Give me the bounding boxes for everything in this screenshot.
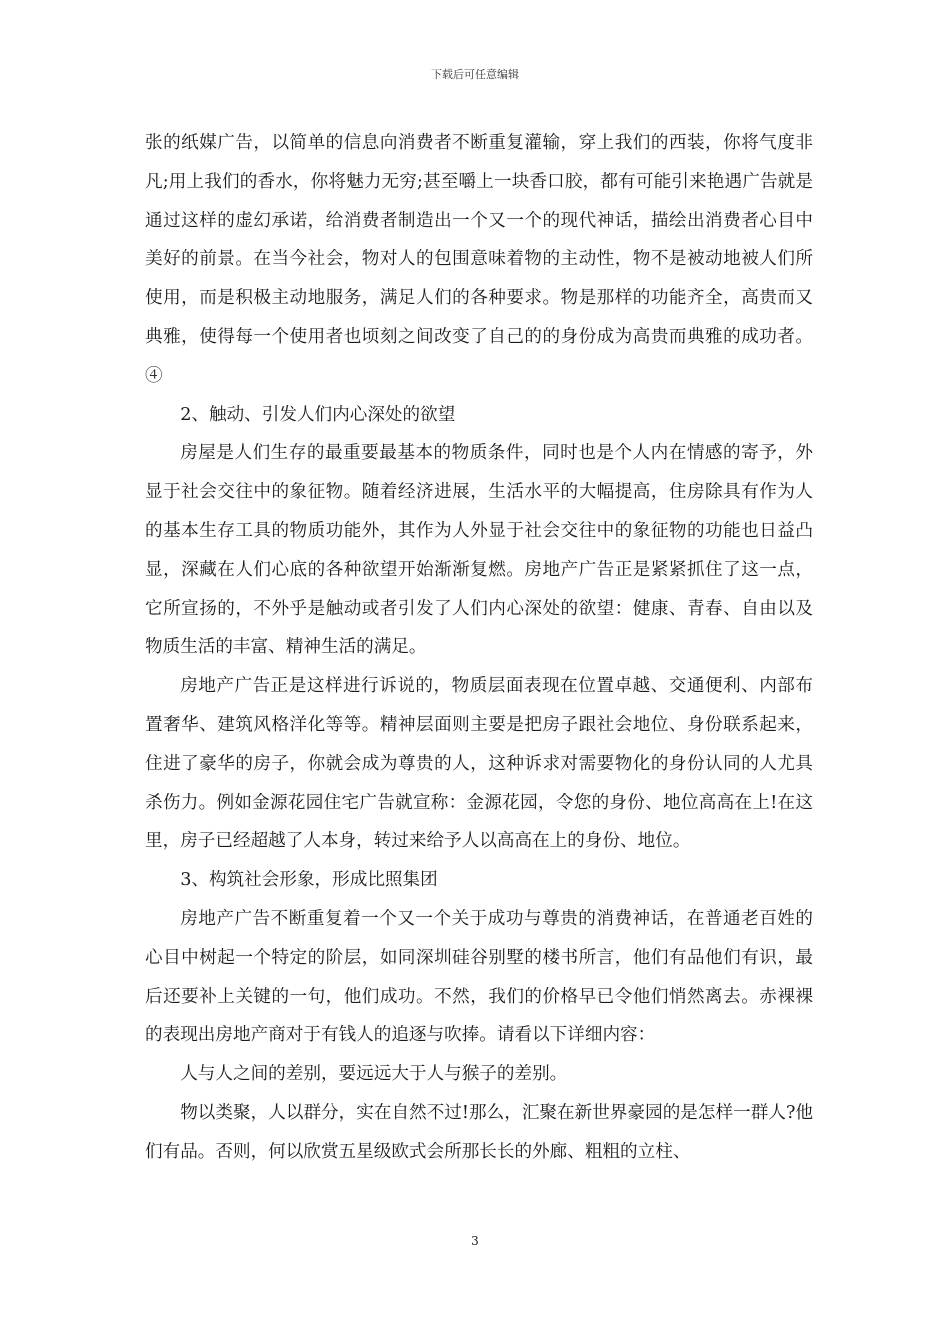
paragraph-4: 房地产广告不断重复着一个又一个关于成功与尊贵的消费神话，在普通老百姓的心目中树起一个特定的阶层，如同深圳硅谷别墅的楼书所言，他们有品他们有识，最后还要补上关键的一句，他们成功。不然，我们的价格早已令他们悄然离去。赤裸裸的表现出房地产商对于有钱人的追逐与吹捧。请看以下详细内容：: [145, 908, 813, 1046]
paragraph-5: 人与人之间的差别，要远远大于人与猴子的差别。: [180, 1064, 568, 1085]
page-header: 下载后可任意编辑: [431, 68, 519, 81]
page-number: 3: [471, 1234, 479, 1248]
document-body: [145, 124, 813, 1172]
paragraph-1: 张的纸媒广告，以简单的信息向消费者不断重复灌输，穿上我们的西装，你将气度非凡;用上我们的香水，你将魅力无穷;甚至嚼上一块香口胶，都有可能引来艳遇广告就是通过这样的虚幻承诺，给消费者制造出一个又一个的现代神话，描绘出消费者心目中美好的前景。在当今社会，物对人的包围意味着物的主动性，物不是被动地被人们所使用，而是积极主动地服务，满足人们的各种要求。物是那样的功能齐全，高贵而又典雅，使得每一个使用者也顷刻之间改变了自己的的身份成为高贵而典雅的成功者。④: [145, 133, 813, 386]
paragraph-3: 房地产广告正是这样进行诉说的，物质层面表现在位置卓越、交通便利、内部布置奢华、建筑风格洋化等等。精神层面则主要是把房子跟社会地位、身份联系起来，住进了豪华的房子，你就会成为尊贵的人，这种诉求对需要物化的身份认同的人尤具杀伤力。例如金源花园住宅广告就宣称：金源花园，令您的身份、地位高高在上!在这里，房子已经超越了人本身，转过来给予人以高高在上的身份、地位。: [145, 676, 813, 852]
section-heading-3: 3、构筑社会形象，形成比照集团: [180, 870, 438, 891]
paragraph-6: 物以类聚，人以群分，实在自然不过!那么，汇聚在新世界豪园的是怎样一群人?他们有品。否则，何以欣赏五星级欧式会所那长长的外廊、粗粗的立柱、: [145, 1102, 813, 1162]
paragraph-2: 房屋是人们生存的最重要最基本的物质条件，同时也是个人内在情感的寄予，外显于社会交往中的象征物。随着经济进展，生活水平的大幅提高，住房除具有作为人的基本生存工具的物质功能外，其作为人外显于社会交往中的象征物的功能也日益凸显，深藏在人们心底的各种欲望开始渐渐复燃。房地产广告正是紧紧抓住了这一点，它所宣扬的，不外乎是触动或者引发了人们内心深处的欲望：健康、青春、自由以及物质生活的丰富、精神生活的满足。: [145, 443, 813, 658]
section-heading-2: 2、触动、引发人们内心深处的欲望: [180, 404, 456, 425]
